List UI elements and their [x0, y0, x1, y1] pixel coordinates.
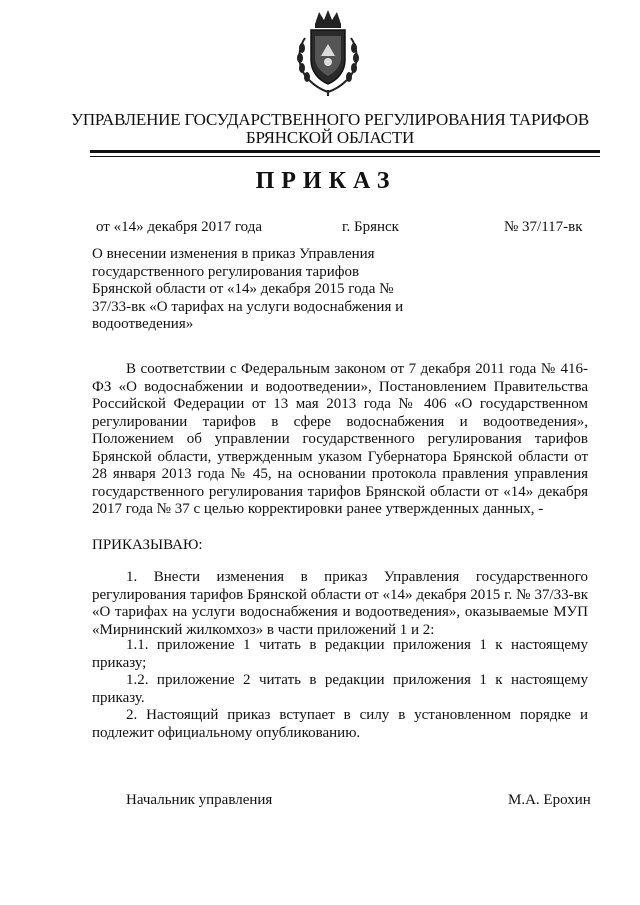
- signature-position: Начальник управления: [126, 792, 273, 808]
- header-rule-thick: [90, 150, 600, 153]
- order-heading: ПРИКАЗЫВАЮ:: [92, 537, 203, 553]
- header-rule-thin: [90, 156, 600, 157]
- document-date: от «14» декабря 2017 года: [96, 219, 263, 235]
- document-city: г. Брянск: [342, 219, 399, 235]
- org-name-line-1: УПРАВЛЕНИЕ ГОСУДАРСТВЕННОГО РЕГУЛИРОВАНИЯ ТАРИФОВ: [71, 110, 589, 129]
- document-title: ПРИКАЗ: [255, 168, 397, 194]
- org-name-line-2: БРЯНСКОЙ ОБЛАСТИ: [245, 128, 415, 147]
- signature-name: М.А. Ерохин: [508, 792, 591, 808]
- document-subject: О внесении изменения в приказ Управления государственного регулирования тарифов Брянской области от «14» декабря 2015 года № 37/33-вк «О тарифах на услуги водоснабжения и водоотведения»: [92, 246, 404, 332]
- order-item-1-1: 1.1. приложение 1 читать в редакции приложения 1 к настоящему приказу;: [92, 637, 588, 671]
- order-item-1: 1. Внести изменения в приказ Управления государственного регулирования тарифов Брянской области от «14» декабря 2015 г. № 37/33-вк «О тарифах на услуги водоснабжения и водоотведения», оказываемые МУП «Мирнинский жилкомхоз» в части приложений 1 и 2:: [92, 569, 588, 638]
- order-item-1-2: 1.2. приложение 2 читать в редакции приложения 1 к настоящему приказу.: [92, 672, 588, 706]
- preamble-paragraph: В соответствии с Федеральным законом от 7 декабря 2011 года № 416-ФЗ «О водоснабжении и водоотведении», Постановлением Правительства Российской Федерации от 13 мая 2013 года № 406 «О государственном регулировании тарифов в сфере водоснабжения и водоотведения», Положением об управлении государственного регулирования тарифов Брянской области, утвержденным указом Губернатора Брянской области от 28 января 2013 года № 45, на основании протокола правления управления государственного регулирования тарифов Брянской области от «14» декабря 2017 года № 37 с целью корректировки ранее утвержденных данных, -: [92, 361, 588, 517]
- document-number: № 37/117-вк: [504, 219, 583, 235]
- order-item-2: 2. Настоящий приказ вступает в силу в установленном порядке и подлежит официальному опубликованию.: [92, 707, 588, 741]
- coat-of-arms-emblem: [291, 8, 365, 96]
